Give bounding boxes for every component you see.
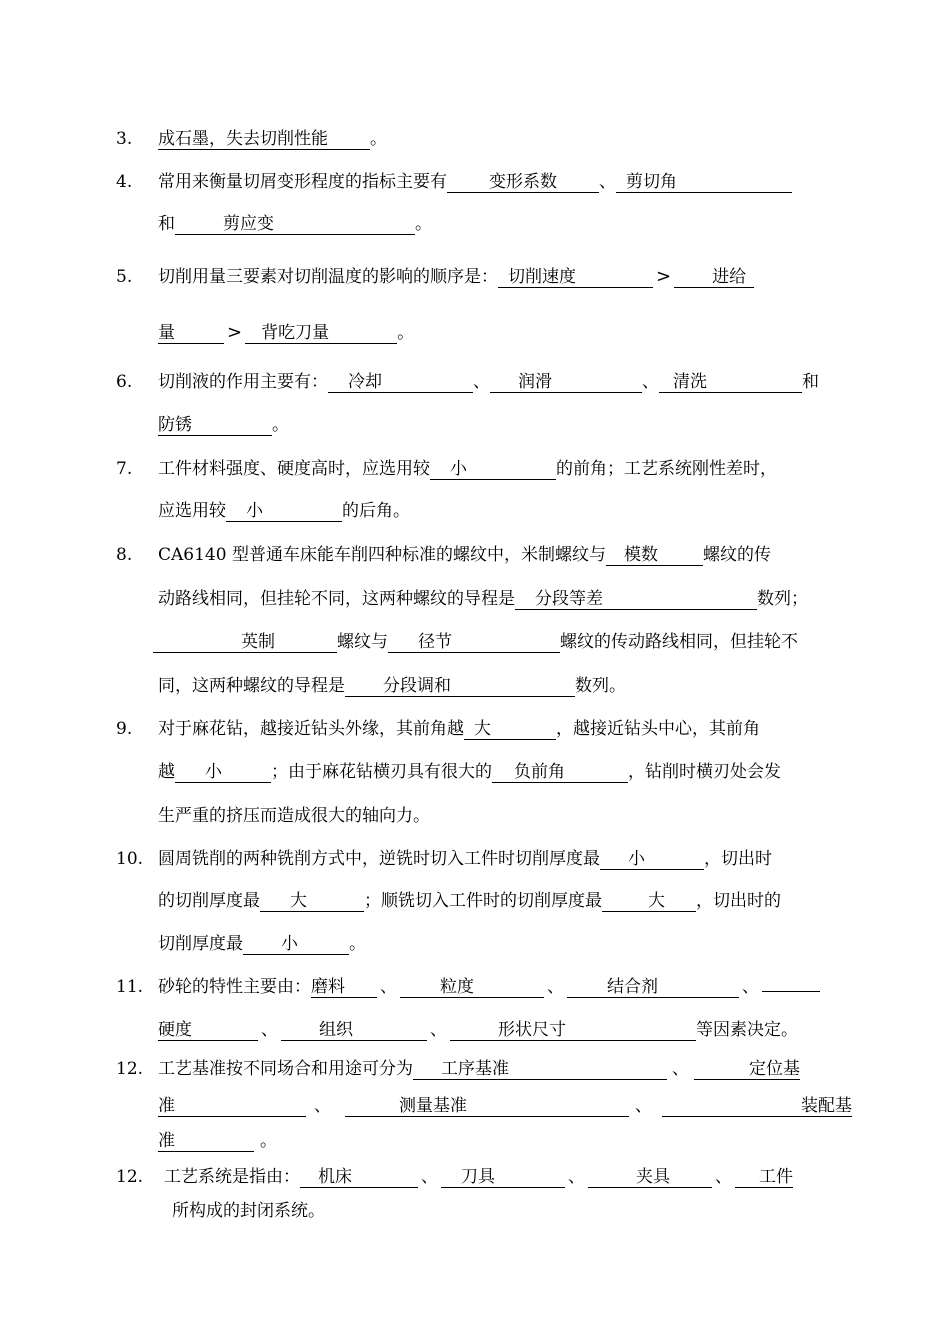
- q3-answer-blank: [158, 129, 370, 150]
- q12a-a4a: 装配基: [801, 1096, 852, 1116]
- q12b-a4: 工件: [759, 1167, 793, 1187]
- q3-end: 。: [370, 129, 387, 149]
- q9-a1-blank: [464, 719, 556, 740]
- q12b-a2: 刀具: [461, 1167, 495, 1187]
- q10-a3-blank: [602, 891, 696, 912]
- q9-text4: ；由于麻花钻横刃具有很大的: [271, 762, 492, 782]
- q4-a1: 变形系数: [489, 172, 557, 192]
- q7-a1: 小: [450, 459, 467, 479]
- q5-line1: [158, 266, 754, 288]
- q8-a4-blank: [388, 632, 560, 653]
- q8-line1: [158, 544, 771, 566]
- q10-text3: 的切削厚度最: [158, 891, 260, 911]
- q11-a6-blank: [450, 1020, 696, 1041]
- q5-a2-blank: [674, 267, 754, 288]
- q4-a3-blank: [175, 214, 415, 235]
- q9-text3: 越: [158, 762, 175, 782]
- q10-a4: 小: [281, 934, 298, 954]
- q11-text2: 等因素决定。: [696, 1020, 798, 1040]
- q10-text4: ；顺铣切入工件时的切削厚度最: [364, 891, 602, 911]
- q8-a2: 分段等差: [535, 589, 603, 609]
- q5-line2: [158, 322, 414, 344]
- q12a-sep1: 、: [672, 1059, 689, 1079]
- q7-line1: [158, 458, 777, 480]
- q11-a1-blank: [311, 977, 377, 998]
- q7-line2: [158, 500, 410, 522]
- q7-text3: 应选用较: [158, 501, 226, 521]
- q10-number: 10.: [116, 849, 144, 869]
- q6-a1-blank: [328, 372, 473, 393]
- q4-a2-blank: [616, 172, 792, 193]
- q8-a1-blank: [606, 545, 703, 566]
- q11-a5-blank: [281, 1020, 427, 1041]
- q12b-line2: 所构成的封闭系统。: [172, 1201, 325, 1221]
- q9-a2: 小: [205, 762, 222, 782]
- q8-a3-blank: [153, 632, 337, 653]
- q11-line1: [158, 976, 820, 998]
- q6-line2: [158, 414, 289, 436]
- q10-text1: 圆周铣削的两种铣削方式中，逆铣时切入工件时切削厚度最: [158, 849, 600, 869]
- q9-number: 9.: [116, 719, 133, 739]
- q12b-a3: 夹具: [636, 1167, 670, 1187]
- q9-a1: 大: [474, 719, 491, 739]
- q12a-a3: 测量基准: [399, 1096, 467, 1116]
- q8-text4: 数列；: [757, 589, 808, 609]
- q6-and: 和: [802, 372, 819, 392]
- q6-sep2: 、: [642, 372, 659, 392]
- q7-text2: 的前角；工艺系统刚性差时，: [556, 459, 777, 479]
- q6-number: 6.: [116, 372, 133, 392]
- q12b-a1: 机床: [318, 1167, 352, 1187]
- q10-line2: [158, 890, 781, 912]
- q12a-a1-blank: [413, 1059, 667, 1080]
- q4-line2: [158, 213, 432, 235]
- q11-sep5: 、: [430, 1020, 447, 1040]
- q11-line-end-blank: [762, 991, 820, 992]
- q11-a4-blank: [158, 1020, 258, 1041]
- q7-a2-blank: [226, 501, 342, 522]
- q8-text3: 动路线相同，但挂轮不同，这两种螺纹的导程是: [158, 589, 515, 609]
- q5-a2b-blank: [158, 323, 224, 344]
- q9-a3-blank: [492, 762, 628, 783]
- q11-sep3: 、: [742, 977, 759, 997]
- q11-sep4: 、: [261, 1020, 278, 1040]
- q4-text1: 常用来衡量切屑变形程度的指标主要有: [158, 172, 447, 192]
- q10-a3: 大: [648, 891, 665, 911]
- q5-a3: 背吃刀量: [261, 323, 330, 343]
- q8-a1: 模数: [623, 545, 658, 565]
- q11-a3-blank: [567, 977, 739, 998]
- q11-a4: 硬度: [158, 1020, 192, 1040]
- q8-line2: [158, 588, 808, 610]
- q10-a1: 小: [628, 849, 645, 869]
- q12b-text1: 工艺系统是指由：: [164, 1167, 300, 1187]
- q6-a4: 防锈: [158, 415, 192, 435]
- q5-a3-blank: [245, 323, 397, 344]
- q5-gt2: >: [227, 322, 243, 343]
- q11-text1: 砂轮的特性主要由：: [158, 977, 311, 997]
- q10-line3: [158, 933, 366, 955]
- q12b-sep1: 、: [421, 1167, 438, 1187]
- q12a-a4b: 准: [158, 1131, 175, 1151]
- q12b-line1: [164, 1166, 793, 1188]
- q12a-text1: 工艺基准按不同场合和用途可分为: [158, 1059, 413, 1079]
- q4-end: 。: [415, 214, 432, 234]
- q10-text5: ，切出时的: [696, 891, 781, 911]
- q8-a3: 英制: [241, 632, 275, 652]
- q6-a1: 冷却: [348, 372, 382, 392]
- q10-a2-blank: [260, 891, 364, 912]
- q12a-a2b-blank: [158, 1096, 306, 1117]
- q8-text7: 同，这两种螺纹的导程是: [158, 676, 345, 696]
- q12b-a3-blank: [588, 1167, 712, 1188]
- q12b-number: 12.: [116, 1167, 144, 1187]
- q4-line1: [158, 171, 792, 193]
- q8-line3: [153, 631, 798, 653]
- q11-a6: 形状尺寸: [498, 1020, 566, 1040]
- q11-a3: 结合剂: [607, 977, 658, 997]
- q9-text1: 对于麻花钻，越接近钻头外缘，其前角越: [158, 719, 464, 739]
- q5-a2b: 量: [158, 323, 175, 343]
- q9-line1: [158, 718, 760, 740]
- q11-sep1: 、: [380, 977, 397, 997]
- q12a-a2a: 定位基: [749, 1059, 800, 1079]
- q12b-sep3: 、: [715, 1167, 732, 1187]
- q8-text8: 数列。: [575, 676, 626, 696]
- q6-a4-blank: [158, 415, 272, 436]
- q11-sep2: 、: [547, 977, 564, 997]
- q12a-sep3: 、: [635, 1096, 652, 1116]
- q4-sep1: 、: [599, 172, 616, 192]
- q4-number: 4.: [116, 172, 133, 192]
- q3-answer: 成石墨，失去切削性能: [158, 129, 328, 149]
- q7-a1-blank: [430, 459, 556, 480]
- q4-a1-blank: [447, 172, 599, 193]
- q11-a5: 组织: [319, 1020, 353, 1040]
- q6-a2: 润滑: [518, 372, 552, 392]
- q4-text2: 和: [158, 214, 175, 234]
- q8-a2-blank: [515, 589, 757, 610]
- q7-text1: 工件材料强度、硬度高时，应选用较: [158, 459, 430, 479]
- q5-gt1: >: [656, 266, 672, 287]
- q12a-a3-blank: [345, 1096, 629, 1117]
- q6-sep1: 、: [473, 372, 490, 392]
- q9-text2: ，越接近钻头中心，其前角: [556, 719, 760, 739]
- q12a-sep2: 、: [314, 1096, 331, 1116]
- q7-text4: 的后角。: [342, 501, 410, 521]
- q11-a1: 磨料: [311, 977, 345, 997]
- q3-number: 3.: [116, 129, 133, 149]
- q12a-a4b-blank: [158, 1131, 254, 1152]
- q5-a1: 切削速度: [508, 267, 576, 287]
- q8-text2: 螺纹的传: [702, 545, 771, 565]
- q12a-line3: [158, 1130, 277, 1152]
- q12a-a2b: 准: [158, 1096, 175, 1116]
- q6-a3: 清洗: [673, 372, 707, 392]
- q6-text1: 切削液的作用主要有：: [158, 372, 328, 392]
- q11-number: 11.: [116, 977, 144, 997]
- q10-a1-blank: [600, 849, 704, 870]
- q12b-a2-blank: [441, 1167, 565, 1188]
- q9-line2: [158, 761, 781, 783]
- q10-a4-blank: [243, 934, 349, 955]
- q12a-end: 。: [260, 1131, 277, 1151]
- q8-text5: 螺纹与: [337, 632, 388, 652]
- q12a-number: 12.: [116, 1059, 144, 1079]
- q8-line4: [158, 675, 626, 697]
- q11-line2: [158, 1019, 798, 1041]
- q9-a3: 负前角: [514, 762, 565, 782]
- q10-line1: [158, 848, 772, 870]
- q9-a2-blank: [175, 762, 271, 783]
- q6-a2-blank: [490, 372, 642, 393]
- q7-a2: 小: [246, 501, 263, 521]
- q5-number: 5.: [116, 267, 133, 287]
- q11-a2: 粒度: [440, 977, 474, 997]
- q11-a2-blank: [400, 977, 544, 998]
- q4-a2: 剪切角: [626, 172, 677, 192]
- q12a-a4-blank: [662, 1096, 852, 1117]
- q9-text5: ，钻削时横刃处会发: [628, 762, 781, 782]
- q8-a4: 径节: [418, 632, 452, 652]
- q6-a3-blank: [659, 372, 802, 393]
- q5-end: 。: [397, 323, 415, 343]
- q12a-line2: [158, 1095, 852, 1117]
- q3-line: [158, 128, 387, 150]
- q7-number: 7.: [116, 459, 133, 479]
- q12a-a2-blank: [694, 1059, 800, 1080]
- q10-text6: 切削厚度最: [158, 934, 243, 954]
- q6-line1: [158, 371, 819, 393]
- q9-line3: 生严重的挤压而造成很大的轴向力。: [158, 806, 430, 826]
- q12b-a4-blank: [735, 1167, 793, 1188]
- q12a-a1: 工序基准: [441, 1059, 509, 1079]
- q8-number: 8.: [116, 545, 133, 565]
- q6-end: 。: [272, 415, 289, 435]
- q8-a5-blank: [345, 676, 575, 697]
- q12b-sep2: 、: [568, 1167, 585, 1187]
- q8-text1: CA6140 型普通车床能车削四种标准的螺纹中，米制螺纹与: [158, 545, 606, 565]
- q10-end: 。: [349, 934, 366, 954]
- q12a-line1: [158, 1058, 800, 1080]
- q10-text2: ，切出时: [704, 849, 772, 869]
- q8-text6: 螺纹的传动路线相同，但挂轮不: [560, 632, 798, 652]
- q12b-a1-blank: [300, 1167, 418, 1188]
- q10-a2: 大: [290, 891, 307, 911]
- q5-text1: 切削用量三要素对切削温度的影响的顺序是：: [158, 267, 498, 287]
- q5-a1-blank: [498, 267, 653, 288]
- q8-a5: 分段调和: [383, 676, 451, 696]
- q4-a3: 剪应变: [223, 214, 274, 234]
- q5-a2a: 进给: [712, 267, 747, 287]
